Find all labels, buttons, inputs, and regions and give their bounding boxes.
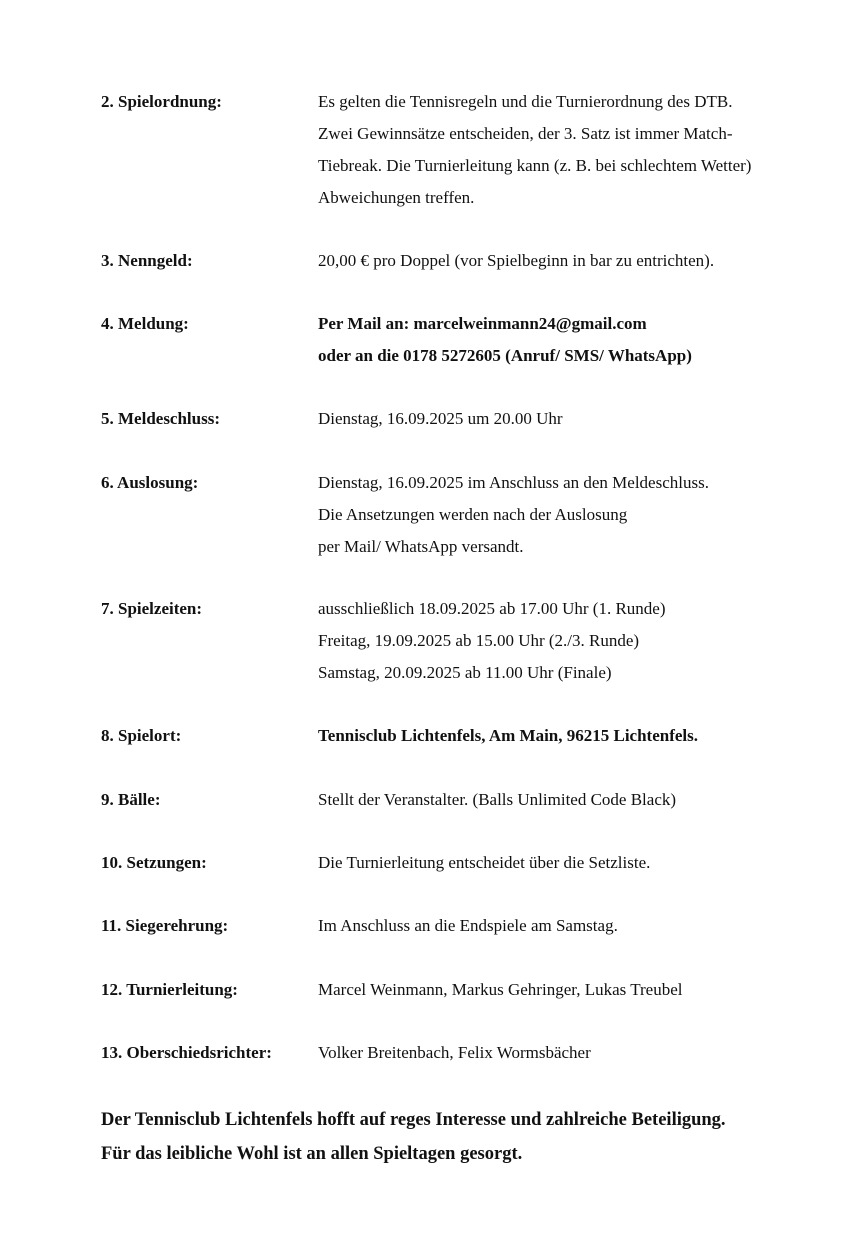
section-line: Dienstag, 16.09.2025 um 20.00 Uhr (318, 409, 563, 428)
section-line: Samstag, 20.09.2025 ab 11.00 Uhr (Finale) (318, 663, 612, 682)
section-value (318, 1037, 811, 1069)
section-value (318, 593, 811, 689)
section-line: oder an die 0178 5272605 (Anruf/ SMS/ WhatsApp) (318, 346, 692, 365)
section-label: 10. Setzungen: (101, 853, 207, 872)
section-nenngeld (101, 245, 811, 277)
section-label: 11. Siegerehrung: (101, 916, 229, 935)
section-line: Marcel Weinmann, Markus Gehringer, Lukas Treubel (318, 980, 683, 999)
section-label: 6. Auslosung: (101, 473, 199, 492)
section-meldeschluss (101, 403, 811, 435)
closing-line: Der Tennisclub Lichtenfels hofft auf reges Interesse und zahlreiche Beteiligung. (101, 1110, 726, 1130)
section-line: ausschließlich 18.09.2025 ab 17.00 Uhr (1. Runde) (318, 599, 666, 618)
section-spielort (101, 720, 811, 752)
section-value (318, 467, 811, 563)
section-siegerehrung (101, 910, 811, 942)
section-value (318, 910, 811, 942)
section-label: 12. Turnierleitung: (101, 980, 238, 999)
section-line: Freitag, 19.09.2025 ab 15.00 Uhr (2./3. Runde) (318, 631, 640, 650)
section-value (318, 847, 811, 879)
section-spielordnung (101, 86, 811, 214)
section-value (318, 720, 811, 752)
section-value (318, 86, 811, 214)
section-line: Die Turnierleitung entscheidet über die Setzliste. (318, 853, 651, 872)
section-setzungen (101, 847, 811, 879)
section-label: 4. Meldung: (101, 314, 189, 333)
section-line: Die Ansetzungen werden nach der Auslosung (318, 505, 628, 524)
section-label: 5. Meldeschluss: (101, 409, 220, 428)
section-line: Dienstag, 16.09.2025 im Anschluss an den Meldeschluss. (318, 473, 709, 492)
section-baelle (101, 784, 811, 816)
closing-statement (101, 1103, 841, 1171)
section-auslosung (101, 467, 811, 563)
section-value (318, 403, 811, 435)
section-line: Per Mail an: marcelweinmann24@gmail.com (318, 314, 647, 333)
section-label: 9. Bälle: (101, 790, 161, 809)
section-value (318, 308, 811, 372)
section-spielzeiten (101, 593, 811, 689)
section-label: 7. Spielzeiten: (101, 599, 203, 618)
section-line: Tiebreak. Die Turnierleitung kann (z. B. bei schlechtem Wetter) (318, 156, 752, 175)
section-value (318, 974, 811, 1006)
section-label: 2. Spielordnung: (101, 92, 222, 111)
section-oberschiedsrichter (101, 1037, 811, 1069)
closing-line: Für das leibliche Wohl ist an allen Spieltagen gesorgt. (101, 1144, 523, 1164)
section-label: 8. Spielort: (101, 726, 182, 745)
section-meldung (101, 308, 811, 372)
section-line: Abweichungen treffen. (318, 188, 475, 207)
section-line: Tennisclub Lichtenfels, Am Main, 96215 Lichtenfels. (318, 726, 699, 745)
section-line: Volker Breitenbach, Felix Wormsbächer (318, 1043, 591, 1062)
section-value (318, 245, 811, 277)
section-label: 3. Nenngeld: (101, 251, 193, 270)
section-line: Es gelten die Tennisregeln und die Turnierordnung des DTB. (318, 92, 733, 111)
section-value (318, 784, 811, 816)
section-line: per Mail/ WhatsApp versandt. (318, 537, 524, 556)
section-turnierleitung (101, 974, 811, 1006)
section-line: 20,00 € pro Doppel (vor Spielbeginn in bar zu entrichten). (318, 251, 715, 270)
section-line: Zwei Gewinnsätze entscheiden, der 3. Satz ist immer Match- (318, 124, 733, 143)
section-line: Stellt der Veranstalter. (Balls Unlimited Code Black) (318, 790, 677, 809)
section-label: 13. Oberschiedsrichter: (101, 1043, 272, 1062)
section-line: Im Anschluss an die Endspiele am Samstag. (318, 916, 618, 935)
